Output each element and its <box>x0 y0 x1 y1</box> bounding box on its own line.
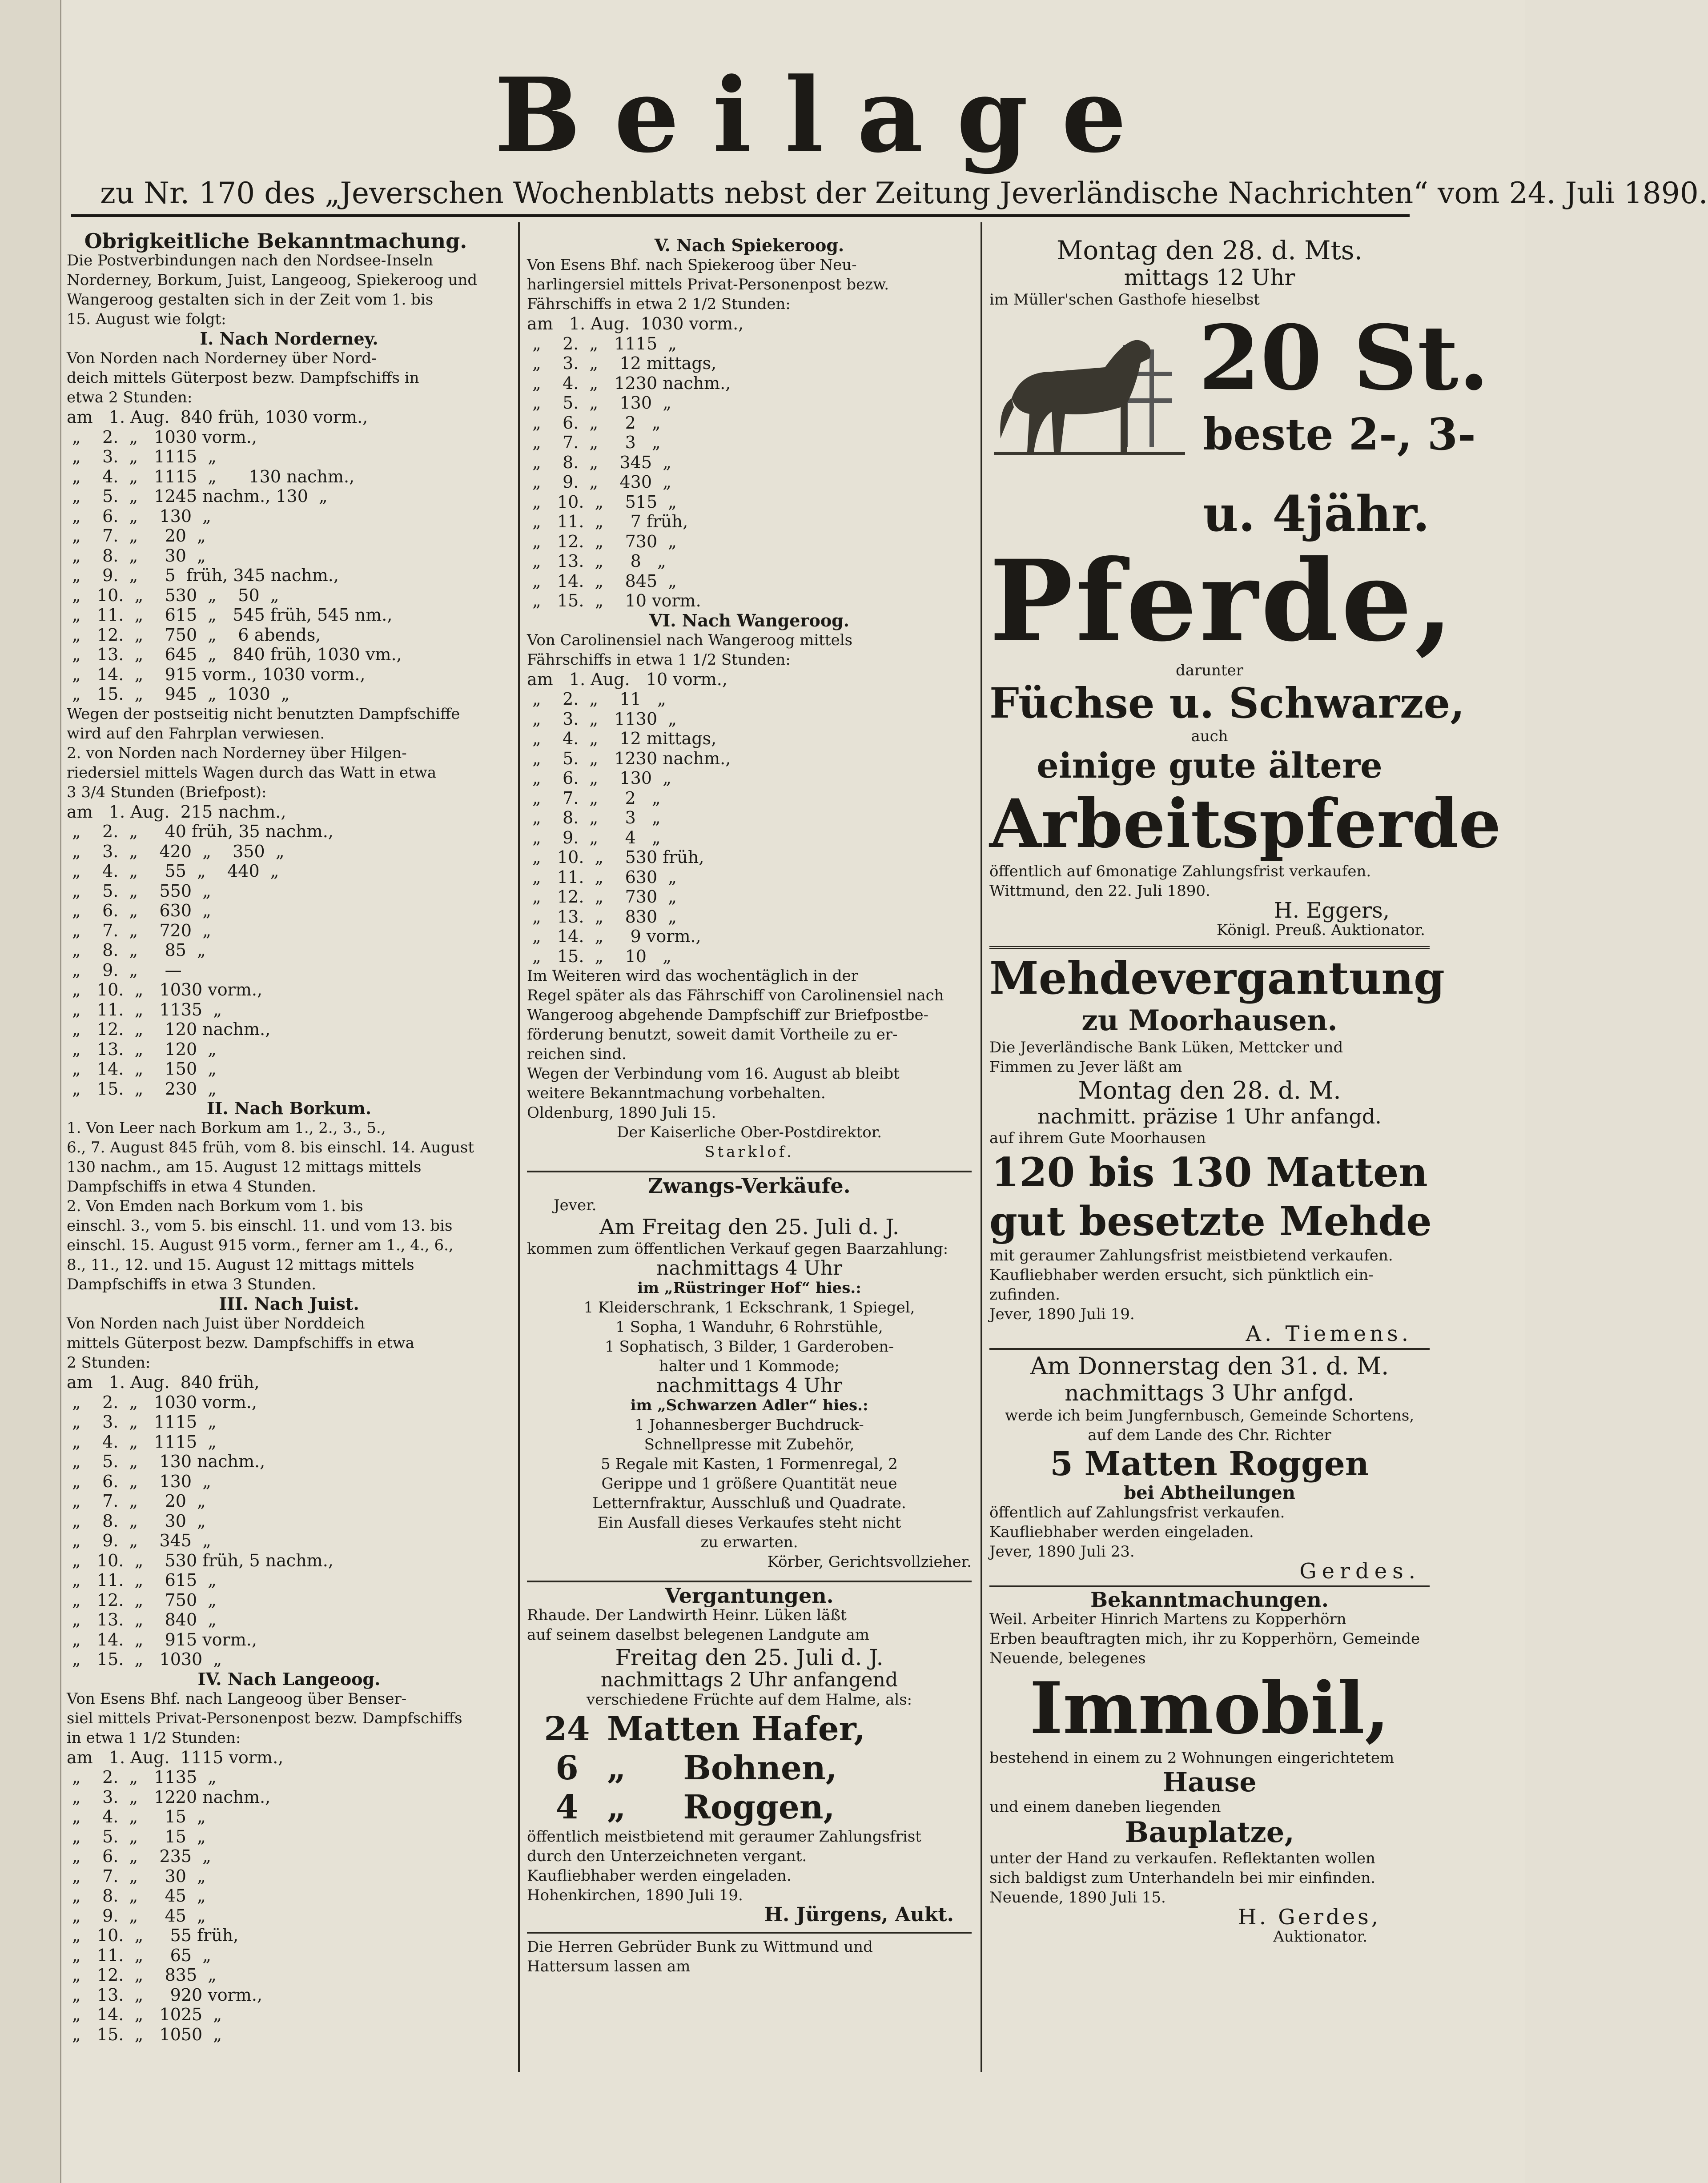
rye-text-2 <box>989 1503 1430 1561</box>
schedule-row: „ 13. „ 840 „ <box>67 1610 217 1629</box>
section-wangeroog-heading: VI. Nach Wangeroog. <box>649 610 849 630</box>
notice-intro <box>67 251 511 329</box>
forced-sales-place: Jever. <box>554 1196 597 1214</box>
auction-item-name: „ Roggen, <box>607 1788 835 1826</box>
text-line: 15. August wie folgt: <box>67 310 226 328</box>
text-line: 5 Regale mit Kasten, 1 Formenregal, 2 <box>601 1455 898 1473</box>
text-line: 2 Stunden: <box>67 1354 151 1372</box>
text-line: Von Norden nach Norderney über Nord- <box>67 349 377 367</box>
text-line: Wegen der Verbindung vom 16. August ab bleibt <box>527 1065 900 1083</box>
horse-sale-top <box>989 306 1490 496</box>
property-text <box>989 1609 1430 1668</box>
text-line: wird auf den Fahrplan verwiesen. <box>67 724 325 742</box>
schedule-row: „ 7. „ 2 „ <box>527 788 661 808</box>
text-line: 1 Sopha, 1 Wanduhr, 6 Rohrstühle, <box>615 1318 883 1336</box>
forced-sales-date: Am Freitag den 25. Juli d. J. <box>599 1215 900 1240</box>
text-line: Hohenkirchen, 1890 Juli 19. <box>527 1886 743 1904</box>
mehde-text-2 <box>989 1246 1430 1324</box>
section-norderney-intro-2 <box>67 743 511 802</box>
text-line: Norderney, Borkum, Juist, Langeoog, Spiekeroog und <box>67 271 478 289</box>
auction-text-2 <box>527 1827 972 1905</box>
column-3 <box>989 235 1501 1946</box>
text-line: Kaufliebhaber werden eingeladen. <box>527 1867 792 1885</box>
text-line: werde ich beim Jungfernbusch, Gemeinde Schortens, <box>1005 1407 1415 1425</box>
text-line: Wittmund, den 22. Juli 1890. <box>989 882 1210 900</box>
schedule-row: „ 6. „ 2 „ <box>527 413 661 433</box>
text-line: reichen sind. <box>527 1045 627 1063</box>
divider <box>527 1927 972 1934</box>
horse-sale-signature: H. Eggers, <box>1274 898 1390 923</box>
text-line: 1 Sophatisch, 3 Bilder, 1 Garderoben- <box>605 1338 894 1356</box>
adjacent-page-edge <box>0 0 61 2183</box>
header-rule <box>71 214 1410 217</box>
schedule-row: „ 10. „ 530 früh, <box>527 847 704 867</box>
text-line: Die Herren Gebrüder Bunk zu Wittmund und <box>527 1938 873 1956</box>
schedule-row: „ 13. „ 120 „ <box>67 1039 217 1059</box>
text-line: Gerippe und 1 größere Quantität neue <box>601 1475 897 1493</box>
text-line: Schnellpresse mit Zubehör, <box>644 1436 855 1453</box>
schedule-row: „ 9. „ 5 früh, 345 nachm., <box>67 566 339 585</box>
text-line: Ein Ausfall dieses Verkaufes steht nicht <box>597 1514 901 1532</box>
auction-item-qty: 6 <box>555 1749 579 1787</box>
text-line: Von Esens Bhf. nach Spiekeroog über Neu- <box>527 256 857 274</box>
text-line: etwa 2 Stunden: <box>67 389 193 406</box>
horse-sale-auch: auch <box>1191 727 1228 745</box>
horse-sale-time: mittags 12 Uhr <box>1124 265 1295 290</box>
schedule-row: „ 12. „ 835 „ <box>67 1965 217 1985</box>
auction-items <box>527 1709 972 1827</box>
schedule-row: „ 11. „ 65 „ <box>67 1945 211 1965</box>
schedule-row: „ 9. „ — <box>67 960 182 980</box>
text-line: Neuende, belegenes <box>989 1649 1146 1667</box>
schedule-row: am 1. Aug. 10 vorm., <box>527 669 727 689</box>
schedule-row: „ 10. „ 55 früh, <box>67 1926 239 1945</box>
auction-intro <box>527 1605 972 1645</box>
schedule-row: „ 5. „ 1245 nachm., 130 „ <box>67 486 328 506</box>
text-line: 6., 7. August 845 früh, vom 8. bis einschl. 14. August <box>67 1139 474 1156</box>
schedule-row: am 1. Aug. 1115 vorm., <box>67 1747 284 1767</box>
schedule-row: „ 5. „ 130 nachm., <box>67 1452 265 1471</box>
text-line: Hattersum lassen am <box>527 1958 691 1975</box>
schedule-row: „ 2. „ 1030 vorm., <box>67 1392 257 1412</box>
forced-sales-text: kommen zum öffentlichen Verkauf gegen Baarzahlung: <box>527 1240 948 1258</box>
column-1 <box>67 231 511 2044</box>
schedule-row: „ 13. „ 920 vorm., <box>67 1985 262 2005</box>
mehde-time: nachmitt. präzise 1 Uhr anfangd. <box>1037 1104 1382 1128</box>
schedule-row: „ 2. „ 11 „ <box>527 689 666 709</box>
text-line: Von Norden nach Juist über Norddeich <box>67 1315 365 1332</box>
schedule-row: „ 6. „ 130 „ <box>67 506 211 526</box>
forced-sales-signature: Körber, Gerichtsvollzieher. <box>767 1553 972 1571</box>
schedule-row: „ 15. „ 10 vorm. <box>527 591 701 610</box>
text-line: durch den Unterzeichneten vergant. <box>527 1847 807 1865</box>
text-line: 3 3/4 Stunden (Briefpost): <box>67 783 267 801</box>
text-line: deich mittels Güterpost bezw. Dampfschiffs in <box>67 369 419 387</box>
schedule-row: „ 7. „ 720 „ <box>67 920 211 940</box>
property-signature: H. Gerdes, <box>1238 1905 1381 1930</box>
section-wangeroog-note <box>527 966 972 1123</box>
schedule-row: „ 8. „ 345 „ <box>527 452 671 472</box>
schedule-row: am 1. Aug. 1030 vorm., <box>527 314 744 333</box>
schedule-row: „ 2. „ 1030 vorm., <box>67 427 257 447</box>
schedule-row: „ 14. „ 915 vorm., 1030 vorm., <box>67 664 366 684</box>
mehde-big: 120 bis 130 Matten <box>991 1149 1428 1196</box>
schedule-row: „ 7. „ 20 „ <box>67 1491 206 1511</box>
auction-item <box>527 1709 972 1749</box>
text-line: Weil. Arbeiter Hinrich Martens zu Kopperhörn <box>989 1610 1346 1628</box>
schedule-row: „ 14. „ 9 vorm., <box>527 927 701 946</box>
schedule-row: „ 11. „ 630 „ <box>527 867 677 887</box>
schedule-row: „ 2. „ 40 früh, 35 nachm., <box>67 822 334 841</box>
schedule-juist <box>67 1372 511 1669</box>
schedule-row: „ 2. „ 1135 „ <box>67 1767 217 1787</box>
schedule-row: „ 5. „ 130 „ <box>527 393 671 413</box>
text-line: sich baldigst zum Unterhandeln bei mir einfinden. <box>989 1869 1376 1887</box>
schedule-row: „ 5. „ 1230 nachm., <box>527 748 731 768</box>
horse-sale-line-1: beste 2-, 3- <box>1203 409 1476 460</box>
auction-item-qty: 24 <box>544 1710 590 1748</box>
forced-sales-items-2 <box>527 1415 972 1552</box>
text-line: Oldenburg, 1890 Juli 15. <box>527 1104 716 1122</box>
auction-item <box>527 1749 972 1788</box>
property-text-3: und einem daneben liegenden <box>989 1798 1221 1816</box>
property-signature-title: Auktionator. <box>1273 1928 1367 1946</box>
divider <box>527 1164 972 1172</box>
section-borkum-heading: II. Nach Borkum. <box>206 1098 372 1118</box>
text-line: harlingersiel mittels Privat-Personenpost bezw. <box>527 276 889 293</box>
schedule-row: „ 12. „ 750 „ <box>67 1590 217 1610</box>
text-line: 8., 11., 12. und 15. August 12 mittags mittels <box>67 1256 414 1274</box>
schedule-row: „ 13. „ 8 „ <box>527 551 666 571</box>
mehde-text <box>989 1038 1430 1077</box>
auction-text: verschiedene Früchte auf dem Halme, als: <box>586 1691 912 1709</box>
text-line: mit geraumer Zahlungsfrist meistbietend verkaufen. <box>989 1247 1393 1264</box>
schedule-row: „ 7. „ 30 „ <box>67 1866 206 1886</box>
section-wangeroog-intro <box>527 630 972 670</box>
column-rule-1 <box>518 222 520 2072</box>
auction-item <box>527 1788 972 1827</box>
text-line: 130 nachm., am 15. August 12 mittags mittels <box>67 1158 422 1176</box>
rye-signature: Gerdes. <box>1299 1559 1421 1584</box>
text-line: öffentlich auf 6monatige Zahlungsfrist verkaufen. <box>989 863 1371 880</box>
horse-sale-location: im Müller'schen Gasthofe hieselbst <box>989 291 1260 309</box>
schedule-row: „ 3. „ 12 mittags, <box>527 353 717 373</box>
schedule-row: „ 7. „ 3 „ <box>527 433 661 452</box>
text-line: unter der Hand zu verkaufen. Reflektanten wollen <box>989 1850 1375 1867</box>
text-line: siel mittels Privat-Personenpost bezw. Dampfschiffs <box>67 1709 462 1727</box>
mehde-heading: Mehdevergantung <box>989 952 1445 1004</box>
horse-illustration <box>994 318 1185 478</box>
schedule-row: „ 15. „ 945 „ 1030 „ <box>67 684 290 704</box>
property-text-2: bestehend in einem zu 2 Wohnungen eingerichtetem <box>989 1749 1395 1767</box>
text-line: 2. Von Emden nach Borkum vom 1. bis <box>67 1197 363 1215</box>
text-line: Wegen der postseitig nicht benutzten Dampfschiffe <box>67 705 460 723</box>
text-line: öffentlich meistbietend mit geraumer Zahlungsfrist <box>527 1828 921 1846</box>
property-big: Immobil, <box>1029 1666 1390 1750</box>
column-rule-2 <box>981 222 982 2072</box>
schedule-row: „ 4. „ 15 „ <box>67 1807 206 1826</box>
schedule-row: „ 11. „ 7 früh, <box>527 512 688 531</box>
property-plot: Bauplatze, <box>1125 1816 1294 1849</box>
schedule-row: „ 12. „ 120 nachm., <box>67 1019 271 1039</box>
schedule-wangeroog <box>527 670 972 967</box>
mehde-signature: A. Tiemens. <box>1246 1321 1412 1346</box>
rye-sub: bei Abtheilungen <box>1124 1482 1295 1503</box>
auction-signature: H. Jürgens, Aukt. <box>764 1903 954 1926</box>
section-spiekeroog-intro <box>527 255 972 314</box>
schedule-row: „ 15. „ 10 „ <box>527 946 671 966</box>
rye-date: Am Donnerstag den 31. d. M. <box>1030 1352 1389 1380</box>
schedule-row: „ 10. „ 1030 vorm., <box>67 980 263 999</box>
auction-item-name: Matten Hafer, <box>607 1710 866 1748</box>
text-line: Fährschiffs in etwa 2 1/2 Stunden: <box>527 295 791 313</box>
schedule-norderney <box>67 407 511 704</box>
schedule-row: „ 4. „ 55 „ 440 „ <box>67 861 279 881</box>
text-line: Wangeroog abgehende Dampfschiff zur Briefpostbe- <box>527 1006 929 1024</box>
rye-text <box>989 1406 1430 1445</box>
page-subtitle: zu Nr. 170 des „Jeverschen Wochenblatts nebst der Zeitung Jeverländische Nachrichten“ vom 24. Juli 1890. <box>100 176 1708 210</box>
auctions-heading: Vergantungen. <box>665 1584 834 1608</box>
forced-sales-heading: Zwangs-Verkäufe. <box>648 1174 851 1198</box>
rye-big: 5 Matten Roggen <box>1050 1445 1369 1483</box>
schedule-row: „ 2. „ 1115 „ <box>527 333 677 353</box>
text-line: Die Postverbindungen nach den Nordsee-Inseln <box>67 252 434 269</box>
page-title: Beilage <box>494 56 1160 176</box>
text-line: Wangeroog gestalten sich in der Zeit vom 1. bis <box>67 291 434 309</box>
text-line: riedersiel mittels Wagen durch das Watt in etwa <box>67 763 437 782</box>
text-line: zu erwarten. <box>700 1533 798 1551</box>
horse-sale-line-3: Füchse u. Schwarze, <box>989 679 1465 728</box>
text-line: Jever, 1890 Juli 23. <box>989 1543 1135 1561</box>
schedule-row: „ 11. „ 615 „ 545 früh, 545 nm., <box>67 605 393 625</box>
schedule-row: „ 6. „ 130 „ <box>527 768 671 788</box>
schedule-row: „ 4. „ 1230 nachm., <box>527 373 731 393</box>
schedule-row: „ 4. „ 1115 „ 130 nachm., <box>67 466 355 486</box>
forced-sales-items-1 <box>527 1298 972 1376</box>
schedule-row: „ 12. „ 730 „ <box>527 887 677 907</box>
rye-time: nachmittags 3 Uhr anfgd. <box>1065 1380 1354 1406</box>
text-line: mittels Güterpost bezw. Dampfschiffs in etwa <box>67 1334 414 1352</box>
column-2 <box>527 236 972 1976</box>
auction-item-qty: 4 <box>555 1788 579 1826</box>
section-norderney-heading: I. Nach Norderney. <box>200 329 378 349</box>
schedule-row: „ 8. „ 85 „ <box>67 940 206 960</box>
text-line: Von Carolinensiel nach Wangeroog mittels <box>527 631 853 649</box>
notice-heading: Obrigkeitliche Bekanntmachung. <box>84 229 467 253</box>
schedule-row: „ 4. „ 1115 „ <box>67 1432 217 1452</box>
text-line: förderung benutzt, soweit damit Vortheile zu er- <box>527 1026 898 1043</box>
horse-sale-big: Pferde, <box>989 535 1456 666</box>
text-line: Regel später als das Fährschiff von Carolinensiel nach <box>527 987 944 1004</box>
mehde-date: Montag den 28. d. M. <box>1078 1076 1341 1104</box>
text-line: Dampfschiffs in etwa 3 Stunden. <box>67 1276 317 1293</box>
signature-office: Der Kaiserliche Ober-Postdirektor. <box>616 1124 882 1141</box>
schedule-row: „ 8. „ 45 „ <box>67 1886 206 1906</box>
schedule-row: „ 6. „ 235 „ <box>67 1846 211 1866</box>
mehde-big-2: gut besetzte Mehde <box>989 1198 1432 1245</box>
text-line: öffentlich auf Zahlungsfrist verkaufen. <box>989 1504 1285 1521</box>
forced-sales-location-2: im „Schwarzen Adler“ hies.: <box>630 1396 868 1414</box>
schedule-row: „ 3. „ 1220 nachm., <box>67 1787 271 1807</box>
schedule-row: „ 8. „ 30 „ <box>67 1511 206 1531</box>
section-borkum-text <box>67 1118 511 1294</box>
schedule-row: „ 3. „ 1130 „ <box>527 709 677 729</box>
section-juist-intro <box>67 1314 511 1372</box>
schedule-row: „ 8. „ 3 „ <box>527 808 661 827</box>
schedule-row: „ 10. „ 515 „ <box>527 492 677 512</box>
text-line: 2. von Norden nach Norderney über Hilgen- <box>67 744 407 762</box>
divider <box>527 1574 972 1582</box>
text-line: weitere Bekanntmachung vorbehalten. <box>527 1084 826 1102</box>
divider <box>989 943 1430 949</box>
schedule-row: „ 7. „ 20 „ <box>67 526 206 546</box>
forced-sales-time-2: nachmittags 4 Uhr <box>656 1374 843 1397</box>
horse-sale-darunter: darunter <box>1175 662 1244 679</box>
schedule-row: „ 8. „ 30 „ <box>67 546 206 566</box>
schedule-row: am 1. Aug. 840 früh, <box>67 1372 260 1392</box>
schedule-row: „ 6. „ 630 „ <box>67 901 211 920</box>
horse-sale-line-4: einige gute ältere <box>1037 746 1382 786</box>
schedule-row: „ 10. „ 530 „ 50 „ <box>67 585 279 605</box>
property-house: Hause <box>1162 1767 1257 1798</box>
horse-sale-date: Montag den 28. d. Mts. <box>1057 235 1362 265</box>
section-spiekeroog-heading: V. Nach Spiekeroog. <box>654 235 844 255</box>
schedule-row: „ 4. „ 12 mittags, <box>527 729 717 748</box>
text-line: Kaufliebhaber werden eingeladen. <box>989 1523 1254 1541</box>
schedule-spiekeroog <box>527 314 972 611</box>
schedule-row: „ 14. „ 1025 „ <box>67 2005 222 2024</box>
text-line: Fimmen zu Jever läßt am <box>989 1058 1182 1076</box>
text-line: Erben beauftragten mich, ihr zu Kopperhörn, Gemeinde <box>989 1630 1420 1648</box>
schedule-row: „ 10. „ 530 früh, 5 nachm., <box>67 1550 334 1570</box>
schedule-row: „ 3. „ 1115 „ <box>67 1412 217 1432</box>
forced-sales-time-1: nachmittags 4 Uhr <box>656 1257 843 1280</box>
text-line: Von Esens Bhf. nach Langeoog über Benser- <box>67 1689 407 1708</box>
section-juist-heading: III. Nach Juist. <box>219 1294 359 1314</box>
announcements-heading: Bekanntmachungen. <box>1090 1588 1329 1612</box>
schedule-row: „ 5. „ 15 „ <box>67 1826 206 1846</box>
text-line: Im Weiteren wird das wochentäglich in der <box>527 967 859 985</box>
schedule-row: „ 6. „ 130 „ <box>67 1471 211 1491</box>
signature-name: Starklof. <box>704 1143 794 1161</box>
text-line: Fährschiffs in etwa 1 1/2 Stunden: <box>527 650 791 669</box>
horse-sale-signature-title: Königl. Preuß. Auktionator. <box>1216 921 1425 939</box>
schedule-row: „ 11. „ 615 „ <box>67 1570 217 1590</box>
text-line: 1. Von Leer nach Borkum am 1., 2., 3., 5., <box>67 1119 386 1137</box>
forced-sales-location-1: im „Rüstringer Hof“ hies.: <box>637 1279 861 1297</box>
schedule-row: „ 12. „ 730 „ <box>527 531 677 551</box>
schedule-row: am 1. Aug. 840 früh, 1030 vorm., <box>67 407 368 427</box>
schedule-row: „ 3. „ 1115 „ <box>67 447 217 466</box>
text-line: einschl. 15. August 915 vorm., ferner am 1., 4., 6., <box>67 1236 454 1254</box>
text-line: halter und 1 Kommode; <box>659 1357 840 1375</box>
schedule-row: „ 15. „ 230 „ <box>67 1079 217 1099</box>
text-line: auf dem Lande des Chr. Richter <box>1088 1426 1331 1444</box>
mehde-heading-2: zu Moorhausen. <box>1081 1004 1338 1037</box>
text-line: Rhaude. Der Landwirth Heinr. Lüken läßt <box>527 1606 847 1624</box>
schedule-row: „ 14. „ 150 „ <box>67 1059 217 1079</box>
horse-sale-text <box>989 862 1430 901</box>
horse-sale-line-2: u. 4jähr. <box>1202 485 1430 542</box>
horse-sale-big-2: Arbeitspferde <box>989 785 1501 863</box>
auction-time: nachmittags 2 Uhr anfangend <box>600 1669 898 1691</box>
mehde-location: auf ihrem Gute Moorhausen <box>989 1129 1206 1147</box>
schedule-row: am 1. Aug. 215 nachm., <box>67 802 286 822</box>
text-line: Letternfraktur, Ausschluß und Quadrate. <box>592 1494 906 1512</box>
schedule-row: „ 3. „ 420 „ 350 „ <box>67 841 285 861</box>
section-norderney-note <box>67 704 511 743</box>
schedule-row: „ 13. „ 645 „ 840 früh, 1030 vm., <box>67 645 402 664</box>
section-langeoog-heading: IV. Nach Langeoog. <box>197 1669 381 1689</box>
text-line: einschl. 3., vom 5. bis einschl. 11. und vom 13. bis <box>67 1217 453 1235</box>
auction-date: Freitag den 25. Juli d. J. <box>615 1645 884 1670</box>
schedule-row: „ 14. „ 915 vorm., <box>67 1629 257 1649</box>
schedule-row: „ 11. „ 1135 „ <box>67 999 222 1019</box>
text-line: in etwa 1 1/2 Stunden: <box>67 1729 241 1747</box>
section-langeoog-intro <box>67 1689 511 1748</box>
section-norderney-intro <box>67 349 511 407</box>
text-line: 1 Kleiderschrank, 1 Eckschrank, 1 Spiegel, <box>583 1299 915 1316</box>
auction-item-name: „ Bohnen, <box>607 1749 837 1787</box>
text-line: Dampfschiffs in etwa 4 Stunden. <box>67 1178 317 1196</box>
text-line: Kaufliebhaber werden ersucht, sich pünktlich ein- <box>989 1266 1374 1284</box>
footer-text <box>527 1937 972 1976</box>
schedule-row: „ 9. „ 45 „ <box>67 1906 206 1926</box>
schedule-row: „ 9. „ 345 „ <box>67 1531 211 1550</box>
schedule-norderney-2 <box>67 802 511 1099</box>
schedule-row: „ 15. „ 1050 „ <box>67 2024 222 2044</box>
property-text-4 <box>989 1849 1430 1907</box>
schedule-row: „ 13. „ 830 „ <box>527 907 677 927</box>
schedule-row: „ 9. „ 430 „ <box>527 472 671 492</box>
text-line: Neuende, 1890 Juli 15. <box>989 1889 1166 1906</box>
text-line: 1 Johannesberger Buchdruck- <box>635 1416 864 1434</box>
schedule-row: „ 9. „ 4 „ <box>527 827 661 847</box>
text-line: Die Jeverländische Bank Lüken, Mettcker und <box>989 1039 1343 1056</box>
schedule-row: „ 12. „ 750 „ 6 abends, <box>67 625 321 645</box>
text-line: Jever, 1890 Juli 19. <box>989 1305 1135 1323</box>
schedule-row: „ 5. „ 550 „ <box>67 881 211 901</box>
schedule-row: „ 15. „ 1030 „ <box>67 1649 222 1669</box>
text-line: zufinden. <box>989 1286 1060 1304</box>
text-line: auf seinem daselbst belegenen Landgute am <box>527 1626 869 1644</box>
schedule-row: „ 14. „ 845 „ <box>527 571 677 591</box>
schedule-langeoog <box>67 1748 511 2045</box>
horse-count: 20 St. <box>1198 306 1490 410</box>
